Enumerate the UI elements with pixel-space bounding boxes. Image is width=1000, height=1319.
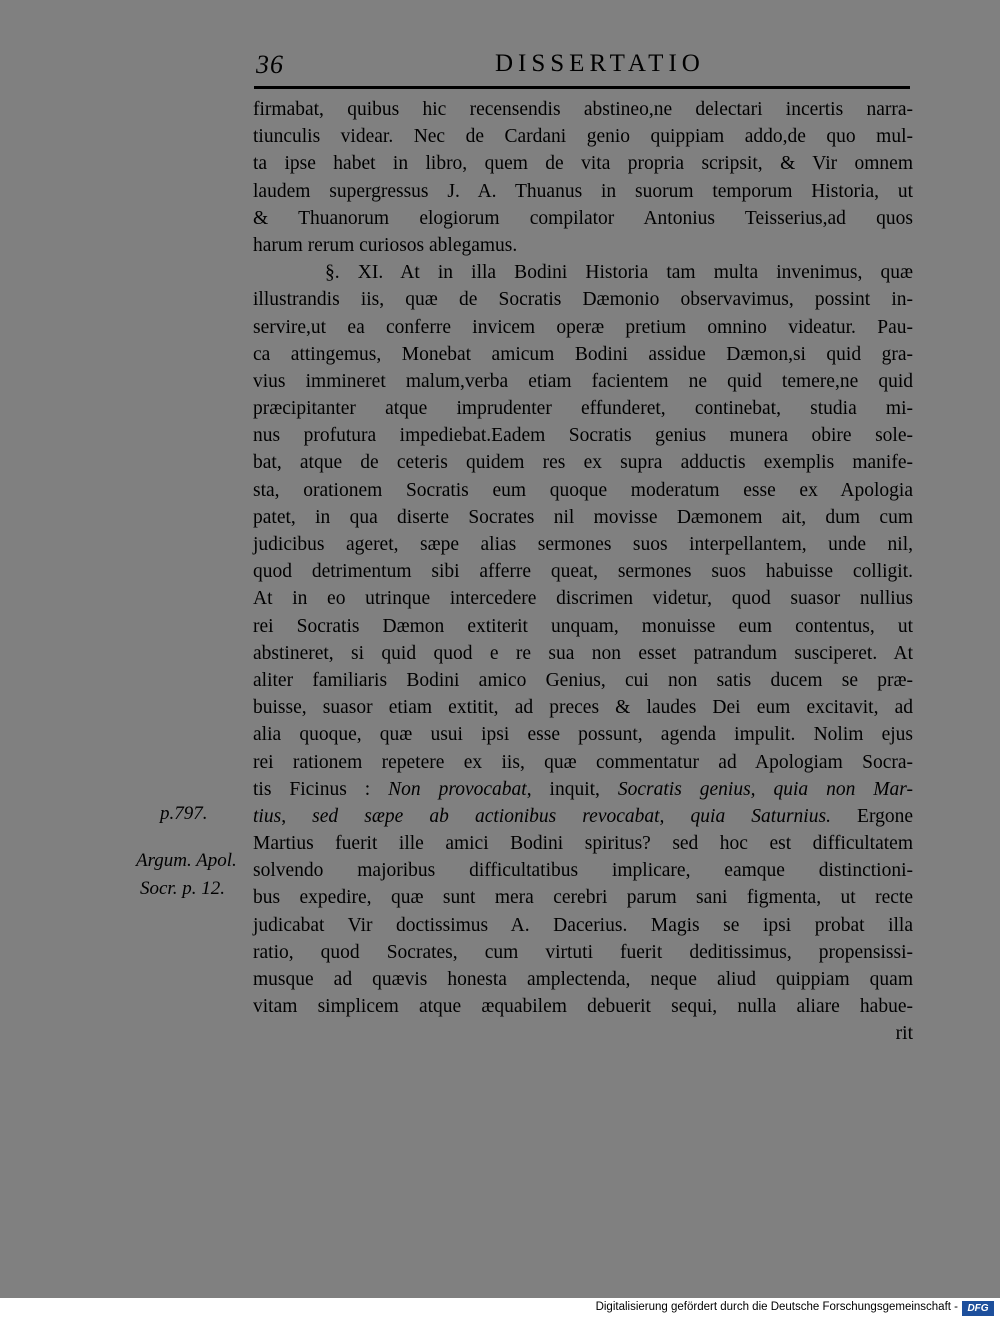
text-line: harum rerum curiosos ablegamus.	[253, 234, 518, 256]
text-line: rei rationem repetere ex iis, quæ commentatur ad Apologiam Socra-	[253, 751, 913, 773]
text-line: tiunculis videar. Nec de Cardani genio quippiam addo,de quo mul-	[253, 126, 913, 148]
text-line: judicibus ageret, sæpe alias sermones suos interpellantem, unde nil,	[253, 534, 913, 555]
text-line: abstineret, si quid quod e re sua non esset patrandum susciperet. At	[253, 642, 913, 664]
italic-quote: Socratis genius, quia non Mar-	[617, 778, 913, 800]
text-span: ,	[281, 805, 313, 827]
text-line: buisse, suasor etiam extitit, ad preces & laudes Dei eum excitavit, ad	[253, 697, 913, 719]
text-line: ratio, quod Socrates, cum virtuti fuerit deditissimus, propensissi-	[253, 941, 913, 963]
dfg-logo: DFG	[962, 1301, 994, 1316]
italic-quote: tius	[253, 805, 282, 827]
header-rule	[254, 86, 910, 89]
digitization-footer	[0, 1298, 1000, 1319]
text-line: sta, orationem Socratis eum quoque moderatum esse ex Apologia	[253, 479, 913, 501]
text-line: laudem supergressus J. A. Thuanus in suorum temporum Historia, ut	[253, 180, 913, 202]
text-line-quote-continued	[253, 803, 913, 830]
text-line: firmabat, quibus hic recensendis abstineo,ne delectari incertis narra-	[253, 99, 913, 120]
text-line: servire,ut ea conferre invicem operæ pretium omnino videatur. Pau-	[253, 316, 913, 338]
text-line: ca attingemus, Monebat amicum Bodini assidue Dæmon,si quid gra-	[253, 343, 913, 365]
running-head: DISSERTATIO	[495, 50, 705, 77]
text-line: bat, atque de ceteris quidem res ex supra adductis exemplis manife-	[253, 452, 913, 474]
text-line: & Thuanorum elogiorum compilator Antonius Teisserius,ad quos	[253, 207, 913, 229]
text-line: vius immineret malum,verba etiam facientem ne quid temere,ne quid	[253, 370, 913, 392]
text-line: solvendo majoribus difficultatibus implicare, eamque distinctioni-	[253, 860, 913, 882]
text-line: nus profutura impediebat.Eadem Socratis genius munera obire sole-	[253, 425, 913, 447]
text-line: Martius fuerit ille amici Bodini spiritus? sed hoc est difficultatem	[253, 833, 913, 855]
text-span: , inquit,	[526, 778, 618, 800]
page-number: 36	[256, 50, 284, 79]
body-text	[253, 96, 913, 1048]
catchword: rit	[895, 1023, 913, 1045]
footer-credit: Digitalisierung gefördert durch die Deutsche Forschungsgemeinschaft -	[595, 1301, 958, 1313]
text-line: alia quoque, quæ usui ipsi esse possunt, agenda impulit. Nolim ejus	[253, 724, 913, 746]
text-line: præcipitanter atque imprudenter effunderet, continebat, studia mi-	[253, 398, 913, 420]
text-line: illustrandis iis, quæ de Socratis Dæmonio observavimus, possint in-	[253, 289, 913, 311]
text-line: patet, in qua diserte Socrates nil movisse Dæmonem ait, dum cum	[253, 506, 913, 528]
text-line: bus expedire, quæ sunt mera cerebri parum sani figmenta, ut recte	[253, 887, 913, 909]
text-line: judicabat Vir doctissimus A. Dacerius. Magis se ipsi probat illa	[253, 914, 913, 936]
text-line: rei Socratis Dæmon extiterit unquam, monuisse eum contentus, ut	[253, 615, 913, 637]
text-span: tis Ficinus :	[253, 778, 389, 800]
italic-quote: sed sæpe ab actionibus revocabat, quia Saturnius.	[312, 805, 831, 827]
italic-quote: Non provocabat	[388, 778, 527, 800]
margin-note-page-ref: p.797.	[160, 803, 208, 824]
margin-note-argument: Argum. Apol.	[136, 850, 237, 871]
text-line: musque ad quævis honesta amplectenda, neque aliud quippiam quam	[253, 969, 913, 990]
text-span: Ergone	[830, 805, 914, 827]
section-heading-line: §. XI. At in illa Bodini Historia tam multa invenimus, quæ	[325, 262, 913, 284]
text-line: aliter familiaris Bodini amico Genius, cui non satis ducem se præ-	[253, 669, 913, 691]
text-line: ta ipse habet in libro, quem de vita propria scripsit, & Vir omnem	[253, 153, 913, 175]
text-line-ficinus	[253, 776, 913, 803]
text-line: quod detrimentum sibi afferre queat, sermones suos habuisse colligit.	[253, 561, 913, 583]
text-line: At in eo utrinque intercedere discrimen videtur, quod suasor nullius	[253, 588, 913, 610]
text-line: vitam simplicem atque æquabilem debuerit sequi, nulla aliare habue-	[253, 996, 913, 1018]
margin-note-socrates-ref: Socr. p. 12.	[140, 878, 225, 899]
